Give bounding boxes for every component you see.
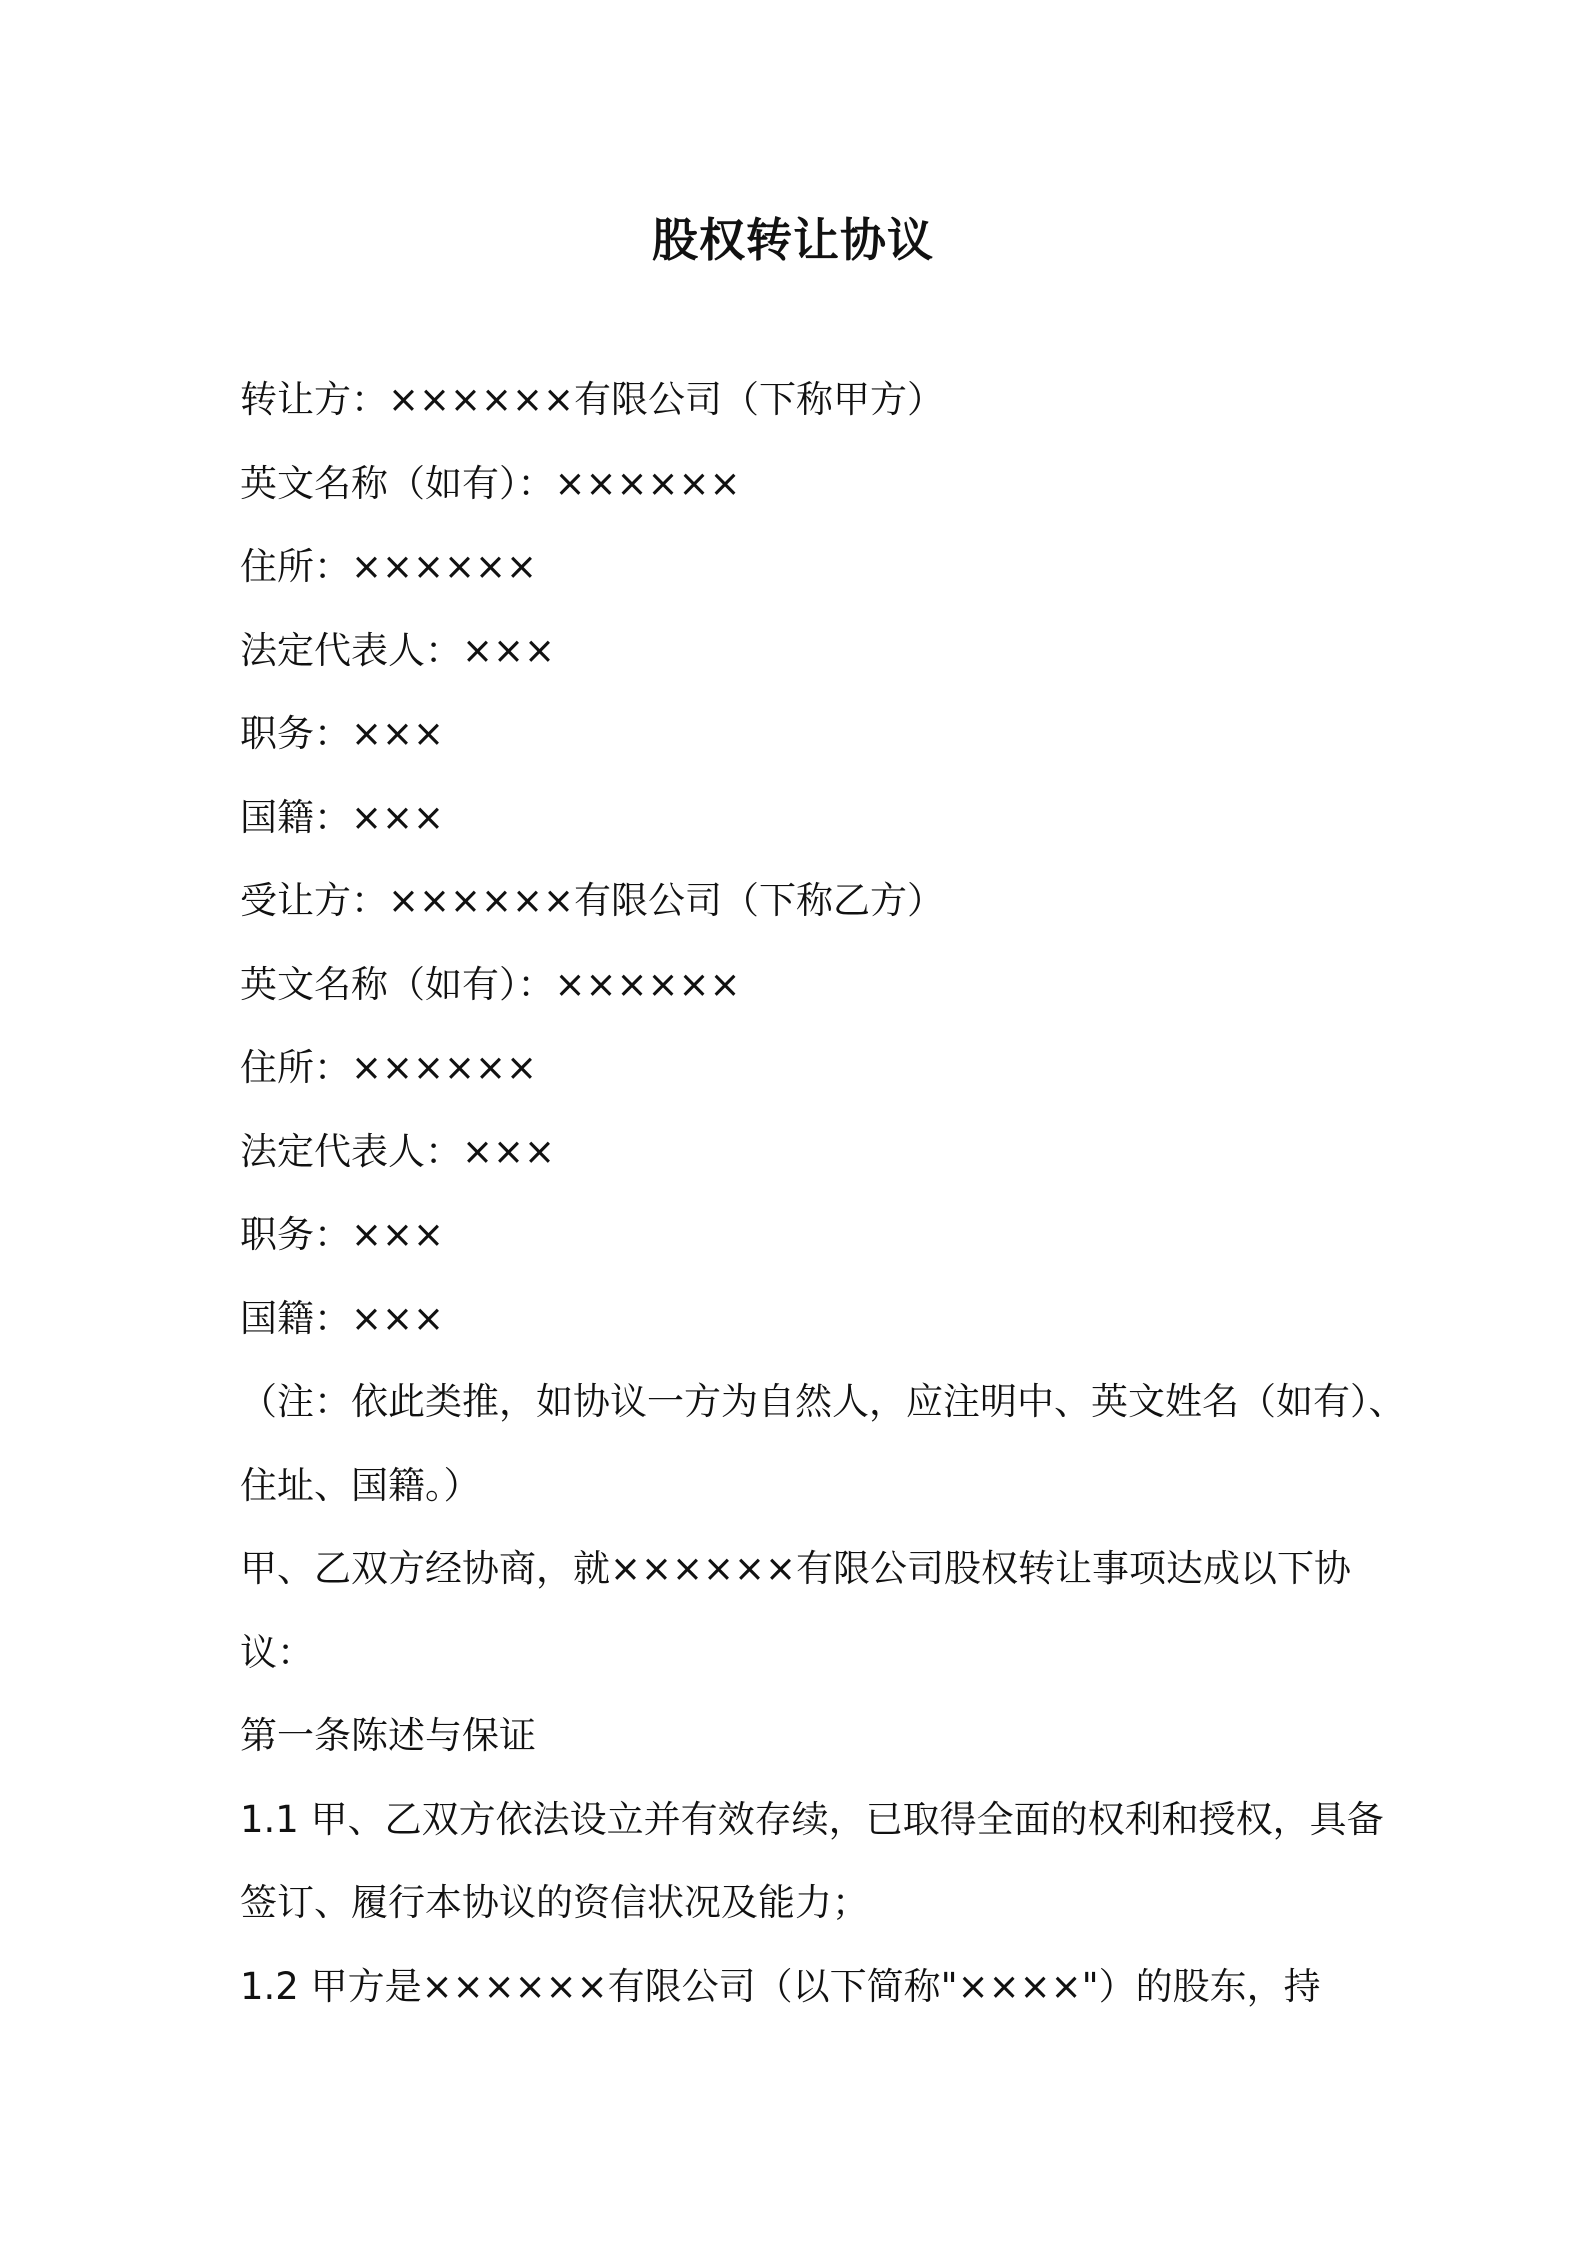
clause-1-1-line-1: 1.1 甲、乙双方依法设立并有效存续，已取得全面的权利和授权，具备 xyxy=(240,1797,1384,1841)
transferee-position-line: 职务：××× xyxy=(240,1213,445,1256)
transferee-address-line: 住所：×××××× xyxy=(240,1046,538,1089)
transferor-line: 转让方：××××××有限公司（下称甲方） xyxy=(240,378,945,421)
document-title: 股权转让协议 xyxy=(652,213,934,267)
article-one-heading: 第一条陈述与保证 xyxy=(240,1714,536,1757)
transferee-english-name-line: 英文名称（如有）：×××××× xyxy=(240,962,741,1006)
clause-1-2-line-1: 1.2 甲方是××××××有限公司（以下简称"××××"）的股东，持 xyxy=(240,1964,1321,2008)
transferor-position-line: 职务：××× xyxy=(240,712,445,755)
transferee-line: 受让方：××××××有限公司（下称乙方） xyxy=(240,879,945,922)
clause-1-1-line-2: 签订、履行本协议的资信状况及能力； xyxy=(240,1881,869,1924)
transferor-address-line: 住所：×××××× xyxy=(240,545,538,588)
transferor-legal-representative-line: 法定代表人：××× xyxy=(240,628,556,672)
transferor-nationality-line: 国籍：××× xyxy=(240,795,445,839)
document-body xyxy=(240,358,1410,2028)
preamble-line-2: 议： xyxy=(240,1630,314,1674)
transferee-nationality-line: 国籍：××× xyxy=(240,1296,445,1340)
transferee-legal-representative-line: 法定代表人：××× xyxy=(240,1129,556,1173)
preamble-line-1: 甲、乙双方经协商，就××××××有限公司股权转让事项达成以下协 xyxy=(240,1547,1352,1590)
transferor-english-name-line: 英文名称（如有）：×××××× xyxy=(240,461,741,505)
note-line-2: 住址、国籍。） xyxy=(240,1463,481,1507)
note-line-1: （注：依此类推，如协议一方为自然人，应注明中、英文姓名（如有）、 xyxy=(240,1380,1406,1423)
